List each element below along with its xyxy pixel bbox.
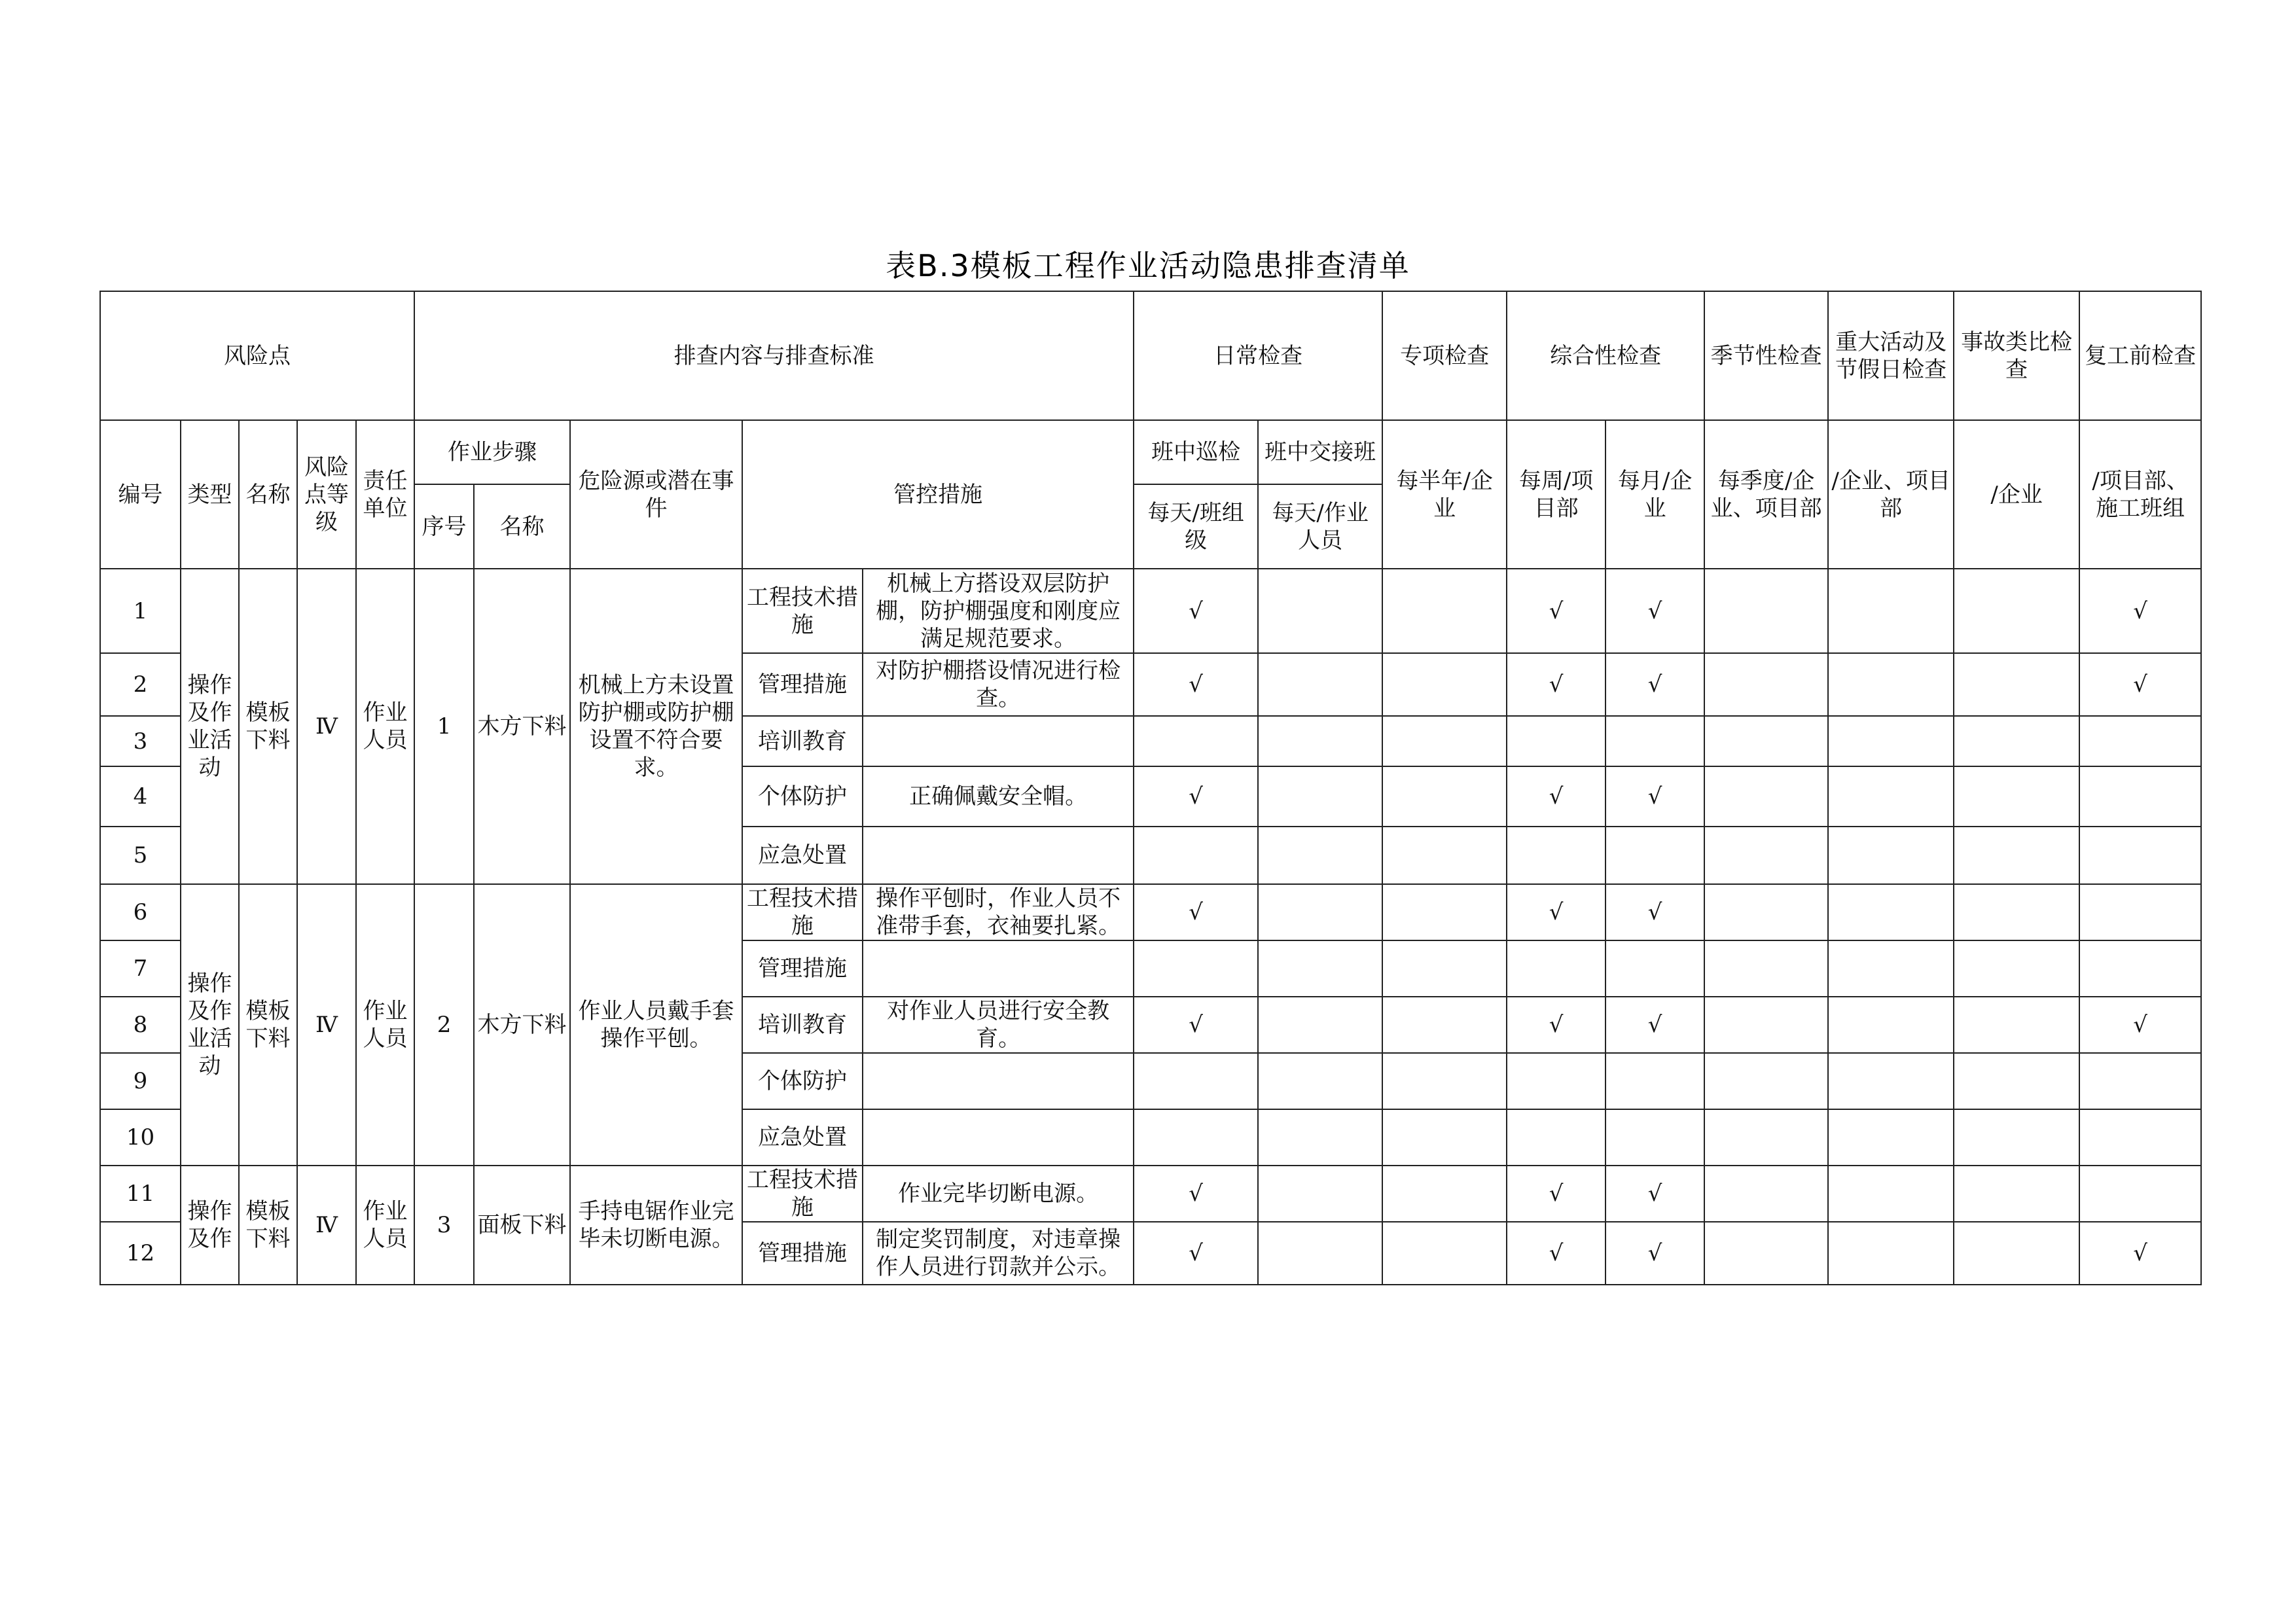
check-resume: √ (2079, 997, 2201, 1053)
resp-unit: 作业人员 (356, 1166, 414, 1285)
step-name: 木方下料 (474, 569, 570, 884)
control-measure: 对防护棚搭设情况进行检查。 (863, 653, 1134, 716)
check-holiday (1828, 1222, 1954, 1285)
table-row (100, 1166, 2201, 1222)
check-shift-patrol (1134, 940, 1258, 997)
header-shift-handover: 班中交接班 (1258, 420, 1382, 484)
check-accident (1954, 653, 2079, 716)
check-holiday (1828, 569, 1954, 653)
check-shift-patrol (1134, 1109, 1258, 1166)
row-no: 6 (100, 884, 181, 940)
header-name: 名称 (239, 420, 297, 569)
header-resp-unit: 责任单位 (356, 420, 414, 569)
check-weekly (1507, 940, 1605, 997)
risk-name: 模板下料 (239, 1166, 297, 1285)
check-shift-patrol (1134, 827, 1258, 884)
check-half-year (1382, 766, 1507, 827)
check-shift-handover (1258, 884, 1382, 940)
check-monthly (1605, 940, 1704, 997)
control-measure: 正确佩戴安全帽。 (863, 766, 1134, 827)
check-holiday (1828, 1166, 1954, 1222)
check-shift-patrol: √ (1134, 569, 1258, 653)
row-no: 1 (100, 569, 181, 653)
row-no: 5 (100, 827, 181, 884)
control-measure: 机械上方搭设双层防护棚，防护棚强度和刚度应满足规范要求。 (863, 569, 1134, 653)
header-weekly: 每周/项目部 (1507, 420, 1605, 569)
check-weekly: √ (1507, 569, 1605, 653)
check-shift-handover (1258, 997, 1382, 1053)
check-shift-patrol: √ (1134, 997, 1258, 1053)
check-shift-handover (1258, 766, 1382, 827)
header-type: 类型 (181, 420, 239, 569)
risk-name: 模板下料 (239, 884, 297, 1166)
check-accident (1954, 1053, 2079, 1109)
check-half-year (1382, 569, 1507, 653)
hazard-text: 机械上方未设置防护棚或防护棚设置不符合要求。 (570, 569, 742, 884)
step-seq: 3 (414, 1166, 474, 1285)
row-no: 8 (100, 997, 181, 1053)
header-resume-check: 复工前检查 (2079, 291, 2201, 420)
header-risk-level: 风险点等级 (297, 420, 356, 569)
check-shift-patrol: √ (1134, 766, 1258, 827)
check-monthly: √ (1605, 1166, 1704, 1222)
check-holiday (1828, 1053, 1954, 1109)
check-accident (1954, 1222, 2079, 1285)
check-monthly: √ (1605, 884, 1704, 940)
risk-level: Ⅳ (297, 884, 356, 1166)
check-resume (2079, 716, 2201, 766)
risk-level: Ⅳ (297, 569, 356, 884)
step-seq: 1 (414, 569, 474, 884)
check-holiday (1828, 827, 1954, 884)
check-monthly: √ (1605, 997, 1704, 1053)
header-resume-freq: /项目部、施工班组 (2079, 420, 2201, 569)
row-no: 2 (100, 653, 181, 716)
resp-unit: 作业人员 (356, 569, 414, 884)
check-half-year (1382, 1166, 1507, 1222)
check-weekly (1507, 716, 1605, 766)
check-half-year (1382, 716, 1507, 766)
check-quarterly (1704, 1166, 1828, 1222)
control-category: 个体防护 (742, 1053, 863, 1109)
risk-name: 模板下料 (239, 569, 297, 884)
check-half-year (1382, 997, 1507, 1053)
check-shift-handover (1258, 1222, 1382, 1285)
check-weekly (1507, 1053, 1605, 1109)
check-monthly (1605, 1109, 1704, 1166)
check-weekly: √ (1507, 653, 1605, 716)
check-holiday (1828, 1109, 1954, 1166)
check-shift-patrol: √ (1134, 653, 1258, 716)
header-holiday-freq: /企业、项目部 (1828, 420, 1954, 569)
header-work-step: 作业步骤 (414, 420, 570, 484)
control-category: 工程技术措施 (742, 884, 863, 940)
check-accident (1954, 1166, 2079, 1222)
check-quarterly (1704, 766, 1828, 827)
control-category: 个体防护 (742, 766, 863, 827)
check-accident (1954, 716, 2079, 766)
check-shift-handover (1258, 1053, 1382, 1109)
check-resume (2079, 940, 2201, 997)
check-shift-handover (1258, 653, 1382, 716)
hazard-text: 作业人员戴手套操作平刨。 (570, 884, 742, 1166)
check-weekly: √ (1507, 766, 1605, 827)
check-half-year (1382, 653, 1507, 716)
check-quarterly (1704, 997, 1828, 1053)
risk-type: 操作及作业活动 (181, 569, 239, 884)
check-weekly (1507, 827, 1605, 884)
check-shift-handover (1258, 716, 1382, 766)
check-weekly (1507, 1109, 1605, 1166)
check-quarterly (1704, 716, 1828, 766)
step-seq: 2 (414, 884, 474, 1166)
header-handover-freq: 每天/作业人员 (1258, 484, 1382, 569)
check-weekly: √ (1507, 884, 1605, 940)
check-half-year (1382, 884, 1507, 940)
check-weekly: √ (1507, 1166, 1605, 1222)
header-row-2 (100, 420, 2201, 484)
header-monthly: 每月/企业 (1605, 420, 1704, 569)
check-shift-patrol: √ (1134, 1222, 1258, 1285)
check-holiday (1828, 884, 1954, 940)
check-monthly: √ (1605, 653, 1704, 716)
table-row (100, 884, 2201, 940)
control-category: 培训教育 (742, 716, 863, 766)
check-quarterly (1704, 569, 1828, 653)
header-daily-check: 日常检查 (1134, 291, 1382, 420)
control-category: 工程技术措施 (742, 569, 863, 653)
check-quarterly (1704, 1222, 1828, 1285)
row-no: 10 (100, 1109, 181, 1166)
check-weekly: √ (1507, 997, 1605, 1053)
check-quarterly (1704, 827, 1828, 884)
check-shift-handover (1258, 1166, 1382, 1222)
check-resume (2079, 1053, 2201, 1109)
check-accident (1954, 1109, 2079, 1166)
header-hazard: 危险源或潜在事件 (570, 420, 742, 569)
row-no: 9 (100, 1053, 181, 1109)
check-holiday (1828, 716, 1954, 766)
control-category: 培训教育 (742, 997, 863, 1053)
check-shift-patrol (1134, 1053, 1258, 1109)
header-control: 管控措施 (742, 420, 1134, 569)
header-quarterly: 每季度/企业、项目部 (1704, 420, 1828, 569)
header-content-standard: 排查内容与排查标准 (414, 291, 1134, 420)
header-seq: 序号 (414, 484, 474, 569)
header-half-year: 每半年/企业 (1382, 420, 1507, 569)
check-accident (1954, 997, 2079, 1053)
check-half-year (1382, 940, 1507, 997)
check-monthly: √ (1605, 1222, 1704, 1285)
table-body (100, 569, 2201, 1285)
header-step-name: 名称 (474, 484, 570, 569)
check-accident (1954, 884, 2079, 940)
check-quarterly (1704, 1109, 1828, 1166)
header-accident-check: 事故类比检查 (1954, 291, 2079, 420)
header-seasonal-check: 季节性检查 (1704, 291, 1828, 420)
check-holiday (1828, 997, 1954, 1053)
row-no: 4 (100, 766, 181, 827)
check-resume (2079, 827, 2201, 884)
check-shift-patrol: √ (1134, 884, 1258, 940)
check-holiday (1828, 653, 1954, 716)
check-resume: √ (2079, 653, 2201, 716)
risk-type: 操作及作业活动 (181, 884, 239, 1166)
control-measure: 制定奖罚制度，对违章操作人员进行罚款并公示。 (863, 1222, 1134, 1285)
control-category: 工程技术措施 (742, 1166, 863, 1222)
control-measure (863, 940, 1134, 997)
header-row-1 (100, 291, 2201, 420)
check-accident (1954, 569, 2079, 653)
check-half-year (1382, 827, 1507, 884)
check-monthly: √ (1605, 766, 1704, 827)
check-resume (2079, 766, 2201, 827)
check-weekly: √ (1507, 1222, 1605, 1285)
control-category: 应急处置 (742, 827, 863, 884)
control-measure (863, 1109, 1134, 1166)
check-resume: √ (2079, 1222, 2201, 1285)
step-name: 面板下料 (474, 1166, 570, 1285)
control-measure: 操作平刨时，作业人员不准带手套，衣袖要扎紧。 (863, 884, 1134, 940)
check-shift-patrol (1134, 716, 1258, 766)
check-shift-handover (1258, 827, 1382, 884)
row-no: 11 (100, 1166, 181, 1222)
page-title: 表B.3模板工程作业活动隐患排查清单 (886, 248, 1410, 283)
check-monthly (1605, 716, 1704, 766)
check-quarterly (1704, 940, 1828, 997)
check-resume (2079, 1109, 2201, 1166)
header-patrol-freq: 每天/班组级 (1134, 484, 1258, 569)
check-shift-handover (1258, 569, 1382, 653)
check-shift-handover (1258, 940, 1382, 997)
control-category: 管理措施 (742, 940, 863, 997)
hazard-text: 手持电锯作业完毕未切断电源。 (570, 1166, 742, 1285)
table-row (100, 569, 2201, 653)
check-half-year (1382, 1053, 1507, 1109)
check-accident (1954, 827, 2079, 884)
check-resume: √ (2079, 569, 2201, 653)
check-half-year (1382, 1222, 1507, 1285)
check-shift-handover (1258, 1109, 1382, 1166)
risk-type: 操作及作 (181, 1166, 239, 1285)
check-monthly: √ (1605, 569, 1704, 653)
control-measure (863, 716, 1134, 766)
header-shift-patrol: 班中巡检 (1134, 420, 1258, 484)
row-no: 12 (100, 1222, 181, 1285)
check-accident (1954, 940, 2079, 997)
check-holiday (1828, 940, 1954, 997)
header-holiday-check: 重大活动及节假日检查 (1828, 291, 1954, 420)
check-shift-patrol: √ (1134, 1166, 1258, 1222)
control-measure: 作业完毕切断电源。 (863, 1166, 1134, 1222)
check-quarterly (1704, 653, 1828, 716)
row-no: 7 (100, 940, 181, 997)
check-monthly (1605, 827, 1704, 884)
step-name: 木方下料 (474, 884, 570, 1166)
check-quarterly (1704, 884, 1828, 940)
check-resume (2079, 884, 2201, 940)
hazard-checklist-table (99, 291, 2202, 1285)
header-special-check: 专项检查 (1382, 291, 1507, 420)
header-no: 编号 (100, 420, 181, 569)
check-accident (1954, 766, 2079, 827)
check-resume (2079, 1166, 2201, 1222)
control-measure (863, 1053, 1134, 1109)
control-measure: 对作业人员进行安全教育。 (863, 997, 1134, 1053)
header-accident-freq: /企业 (1954, 420, 2079, 569)
row-no: 3 (100, 716, 181, 766)
control-measure (863, 827, 1134, 884)
check-quarterly (1704, 1053, 1828, 1109)
header-risk-point: 风险点 (100, 291, 414, 420)
check-holiday (1828, 766, 1954, 827)
control-category: 应急处置 (742, 1109, 863, 1166)
header-comprehensive-check: 综合性检查 (1507, 291, 1704, 420)
check-monthly (1605, 1053, 1704, 1109)
check-half-year (1382, 1109, 1507, 1166)
control-category: 管理措施 (742, 1222, 863, 1285)
control-category: 管理措施 (742, 653, 863, 716)
resp-unit: 作业人员 (356, 884, 414, 1166)
risk-level: Ⅳ (297, 1166, 356, 1285)
